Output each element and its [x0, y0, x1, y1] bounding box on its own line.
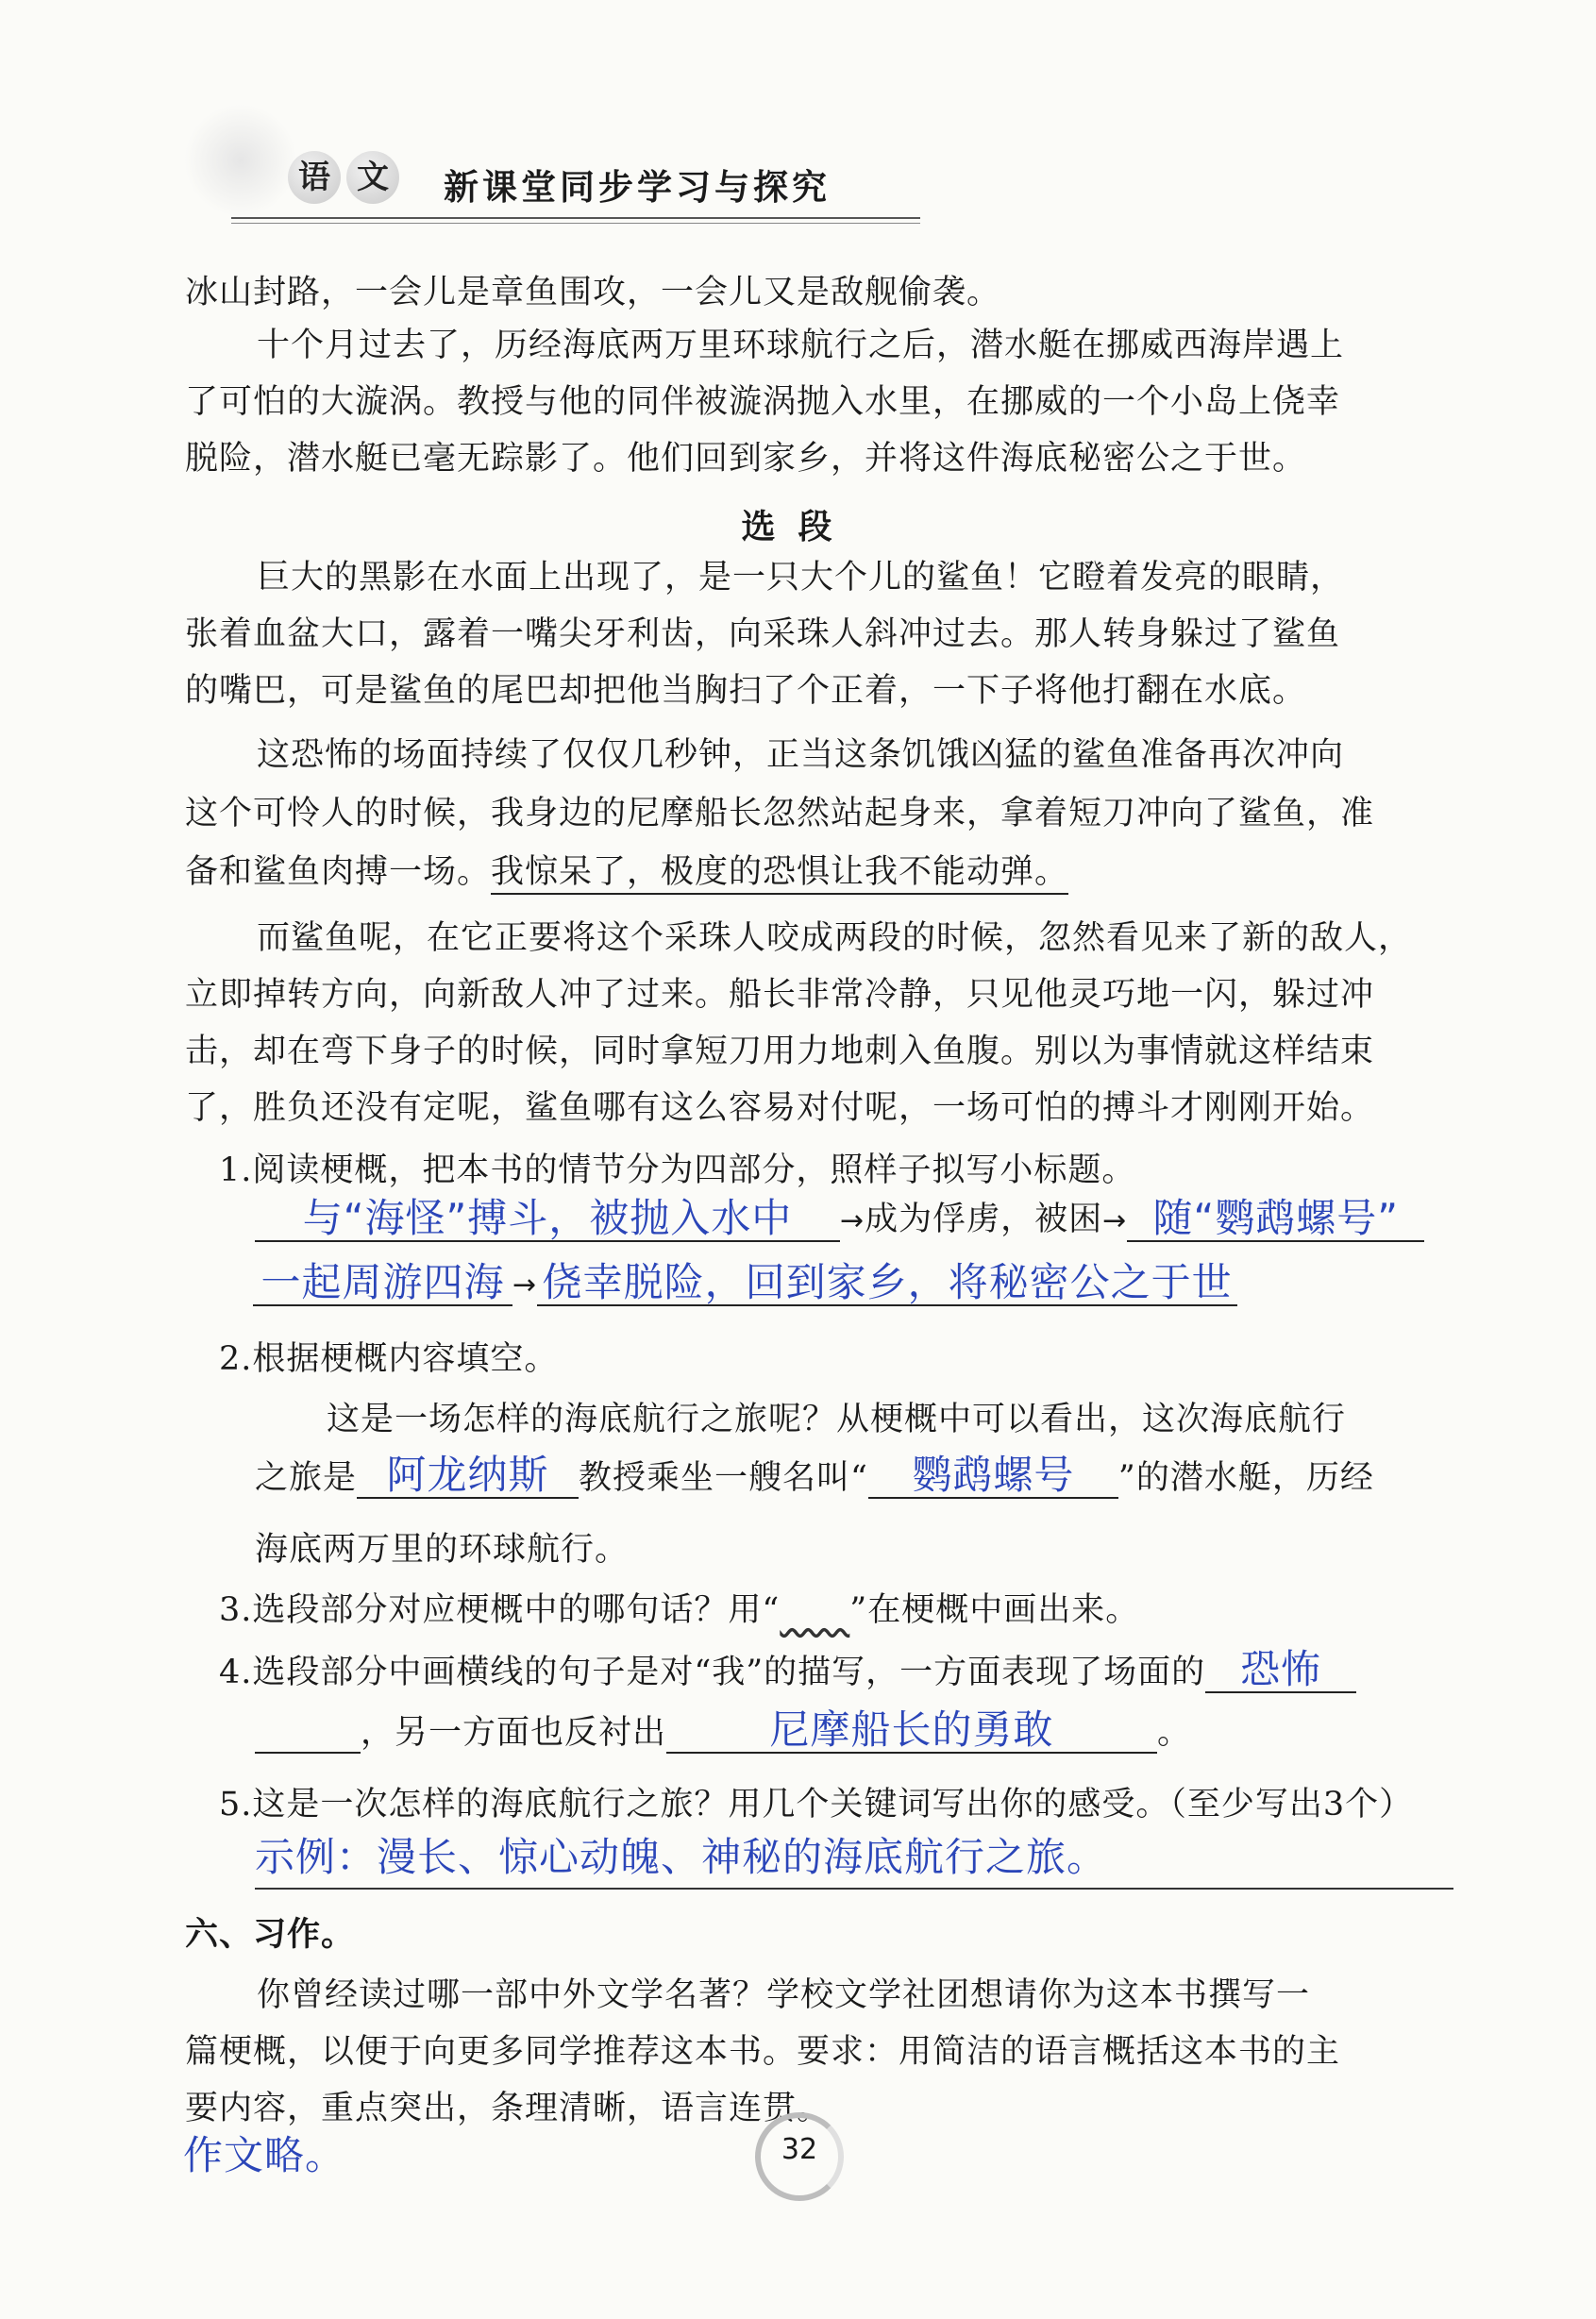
- q4-text: 4.选段部分中画横线的句子是对“我”的描写，一方面表现了场面的: [219, 1654, 1206, 1691]
- q4-answer-captain[interactable]: 尼摩船长的勇敢: [666, 1708, 1157, 1754]
- summary-line: 脱险，潜水艇已毫无踪影了。他们回到家乡，并将这件海底秘密公之于世。: [185, 440, 1307, 478]
- q5-answer-rule: [255, 1888, 1453, 1890]
- q1-answer-1[interactable]: 与“海怪”搏斗，被抛入水中: [255, 1197, 840, 1242]
- composition-answer[interactable]: 作文略。: [183, 2132, 346, 2178]
- excerpt-line: 了，胜负还没有定呢，鲨鱼哪有这么容易对付呢，一场可怕的搏斗才刚刚开始。: [185, 1089, 1375, 1127]
- summary-line: 十个月过去了，历经海底两万里环球航行之后，潜水艇在挪威西海岸遇上: [257, 327, 1345, 364]
- section-six-line: 要内容，重点突出，条理清晰，语言连贯。: [185, 2090, 832, 2127]
- page-header: [179, 142, 934, 227]
- q3-prompt: [219, 1589, 1488, 1631]
- q1-prompt: 1.阅读梗概，把本书的情节分为四部分，照样子拟写小标题。: [219, 1151, 1136, 1189]
- summary-line: 了可怕的大漩涡。教授与他的同伴被漩涡抛入水里，在挪威的一个小岛上侥幸: [185, 383, 1341, 421]
- q3-text: ”在梗概中画出来。: [849, 1591, 1140, 1629]
- book-title: 新课堂同步学习与探究: [444, 166, 831, 208]
- q2-text: 之旅是: [255, 1459, 358, 1497]
- excerpt-line: [185, 851, 1454, 893]
- q1-given: 成为俘虏，被困: [865, 1201, 1103, 1238]
- excerpt-line: 张着血盆大口，露着一嘴尖牙利齿，向采珠人斜冲过去。那人转身躲过了鲨鱼: [185, 615, 1341, 653]
- q4-text: ，另一方面也反衬出: [361, 1714, 667, 1752]
- excerpt-line: 立即掉转方向，向新敌人冲了过来。船长非常冷静，只见他灵巧地一闪，躲过冲: [185, 976, 1375, 1014]
- excerpt-line: 的嘴巴，可是鲨鱼的尾巴却把他当胸扫了个正着，一下子将他打翻在水底。: [185, 672, 1307, 710]
- arrow-icon: →: [840, 1204, 865, 1237]
- q5-answer[interactable]: 示例：漫长、惊心动魄、神秘的海底航行之旅。: [255, 1834, 1108, 1880]
- subject-badge-yu: 语: [288, 151, 341, 204]
- q4-prompt: [219, 1648, 1488, 1693]
- arrow-icon: →: [512, 1269, 538, 1302]
- q2-fill-line: [255, 1454, 1524, 1499]
- q2-line: 海底两万里的环球航行。: [255, 1531, 630, 1569]
- q1-answer-3[interactable]: 侥幸脱险，回到家乡，将秘密公之于世: [537, 1261, 1237, 1306]
- excerpt-line: 巨大的黑影在水面上出现了，是一只大个儿的鲨鱼！它瞪着发亮的眼睛，: [257, 559, 1345, 597]
- header-rule: [231, 217, 920, 224]
- wavy-line-mark: [780, 1591, 849, 1629]
- underlined-sentence: 我惊呆了，极度的恐惧让我不能动弹。: [491, 853, 1068, 895]
- excerpt-line: 击，却在弯下身子的时候，同时拿短刀用力地刺入鱼腹。别以为事情就这样结束: [185, 1033, 1375, 1070]
- page-number: 32: [781, 2133, 818, 2166]
- summary-line: 冰山封路，一会儿是章鱼围攻，一会儿又是敌舰偷袭。: [185, 274, 1001, 311]
- q2-text: ”的潜水艇，历经: [1117, 1459, 1374, 1497]
- q2-line: 这是一场怎样的海底航行之旅呢？从梗概中可以看出，这次海底航行: [327, 1401, 1347, 1438]
- q2-answer-submarine[interactable]: 鹦鹉螺号: [868, 1454, 1118, 1499]
- excerpt-line: 这恐怖的场面持续了仅仅几秒钟，正当这条饥饿凶猛的鲨鱼准备再次冲向: [257, 736, 1345, 774]
- q1-row2: [253, 1261, 1452, 1306]
- q3-text: 3.选段部分对应梗概中的哪句话？用“: [219, 1591, 781, 1629]
- excerpt-heading: 选段: [741, 507, 855, 546]
- q4-line2: [255, 1708, 1524, 1754]
- excerpt-text: 备和鲨鱼肉搏一场。: [185, 853, 492, 891]
- q2-prompt: 2.根据梗概内容填空。: [219, 1340, 559, 1378]
- q5-prompt: 5.这是一次怎样的海底航行之旅？用几个关键词写出你的感受。（至少写出3个）: [219, 1786, 1414, 1823]
- q2-text: 教授乘坐一艘名叫“: [579, 1459, 868, 1497]
- q4-answer-scene[interactable]: 恐怖: [1205, 1648, 1356, 1693]
- page-number-badge: [755, 2112, 840, 2197]
- section-six-line: 篇梗概，以便于向更多同学推荐这本书。要求：用简洁的语言概括这本书的主: [185, 2033, 1341, 2071]
- excerpt-line: 而鲨鱼呢，在它正要将这个采珠人咬成两段的时候，忽然看见来了新的敌人，: [257, 919, 1413, 957]
- subject-badge-wen: 文: [346, 151, 399, 204]
- q1-answer-2a[interactable]: 随“鹦鹉螺号”: [1127, 1197, 1424, 1242]
- arrow-icon: →: [1102, 1204, 1128, 1237]
- q2-answer-professor[interactable]: 阿龙纳斯: [357, 1454, 579, 1499]
- section-six-heading: 六、习作。: [185, 1915, 356, 1954]
- q4-blank-continue: [255, 1752, 361, 1754]
- q1-row1: [255, 1197, 1453, 1242]
- section-six-line: 你曾经读过哪一部中外文学名著？学校文学社团想请你为这本书撰写一: [257, 1976, 1311, 2014]
- q1-answer-2b[interactable]: 一起周游四海: [253, 1261, 512, 1306]
- q4-text: 。: [1157, 1714, 1192, 1752]
- excerpt-line: 这个可怜人的时候，我身边的尼摩船长忽然站起身来，拿着短刀冲向了鲨鱼，准: [185, 795, 1375, 832]
